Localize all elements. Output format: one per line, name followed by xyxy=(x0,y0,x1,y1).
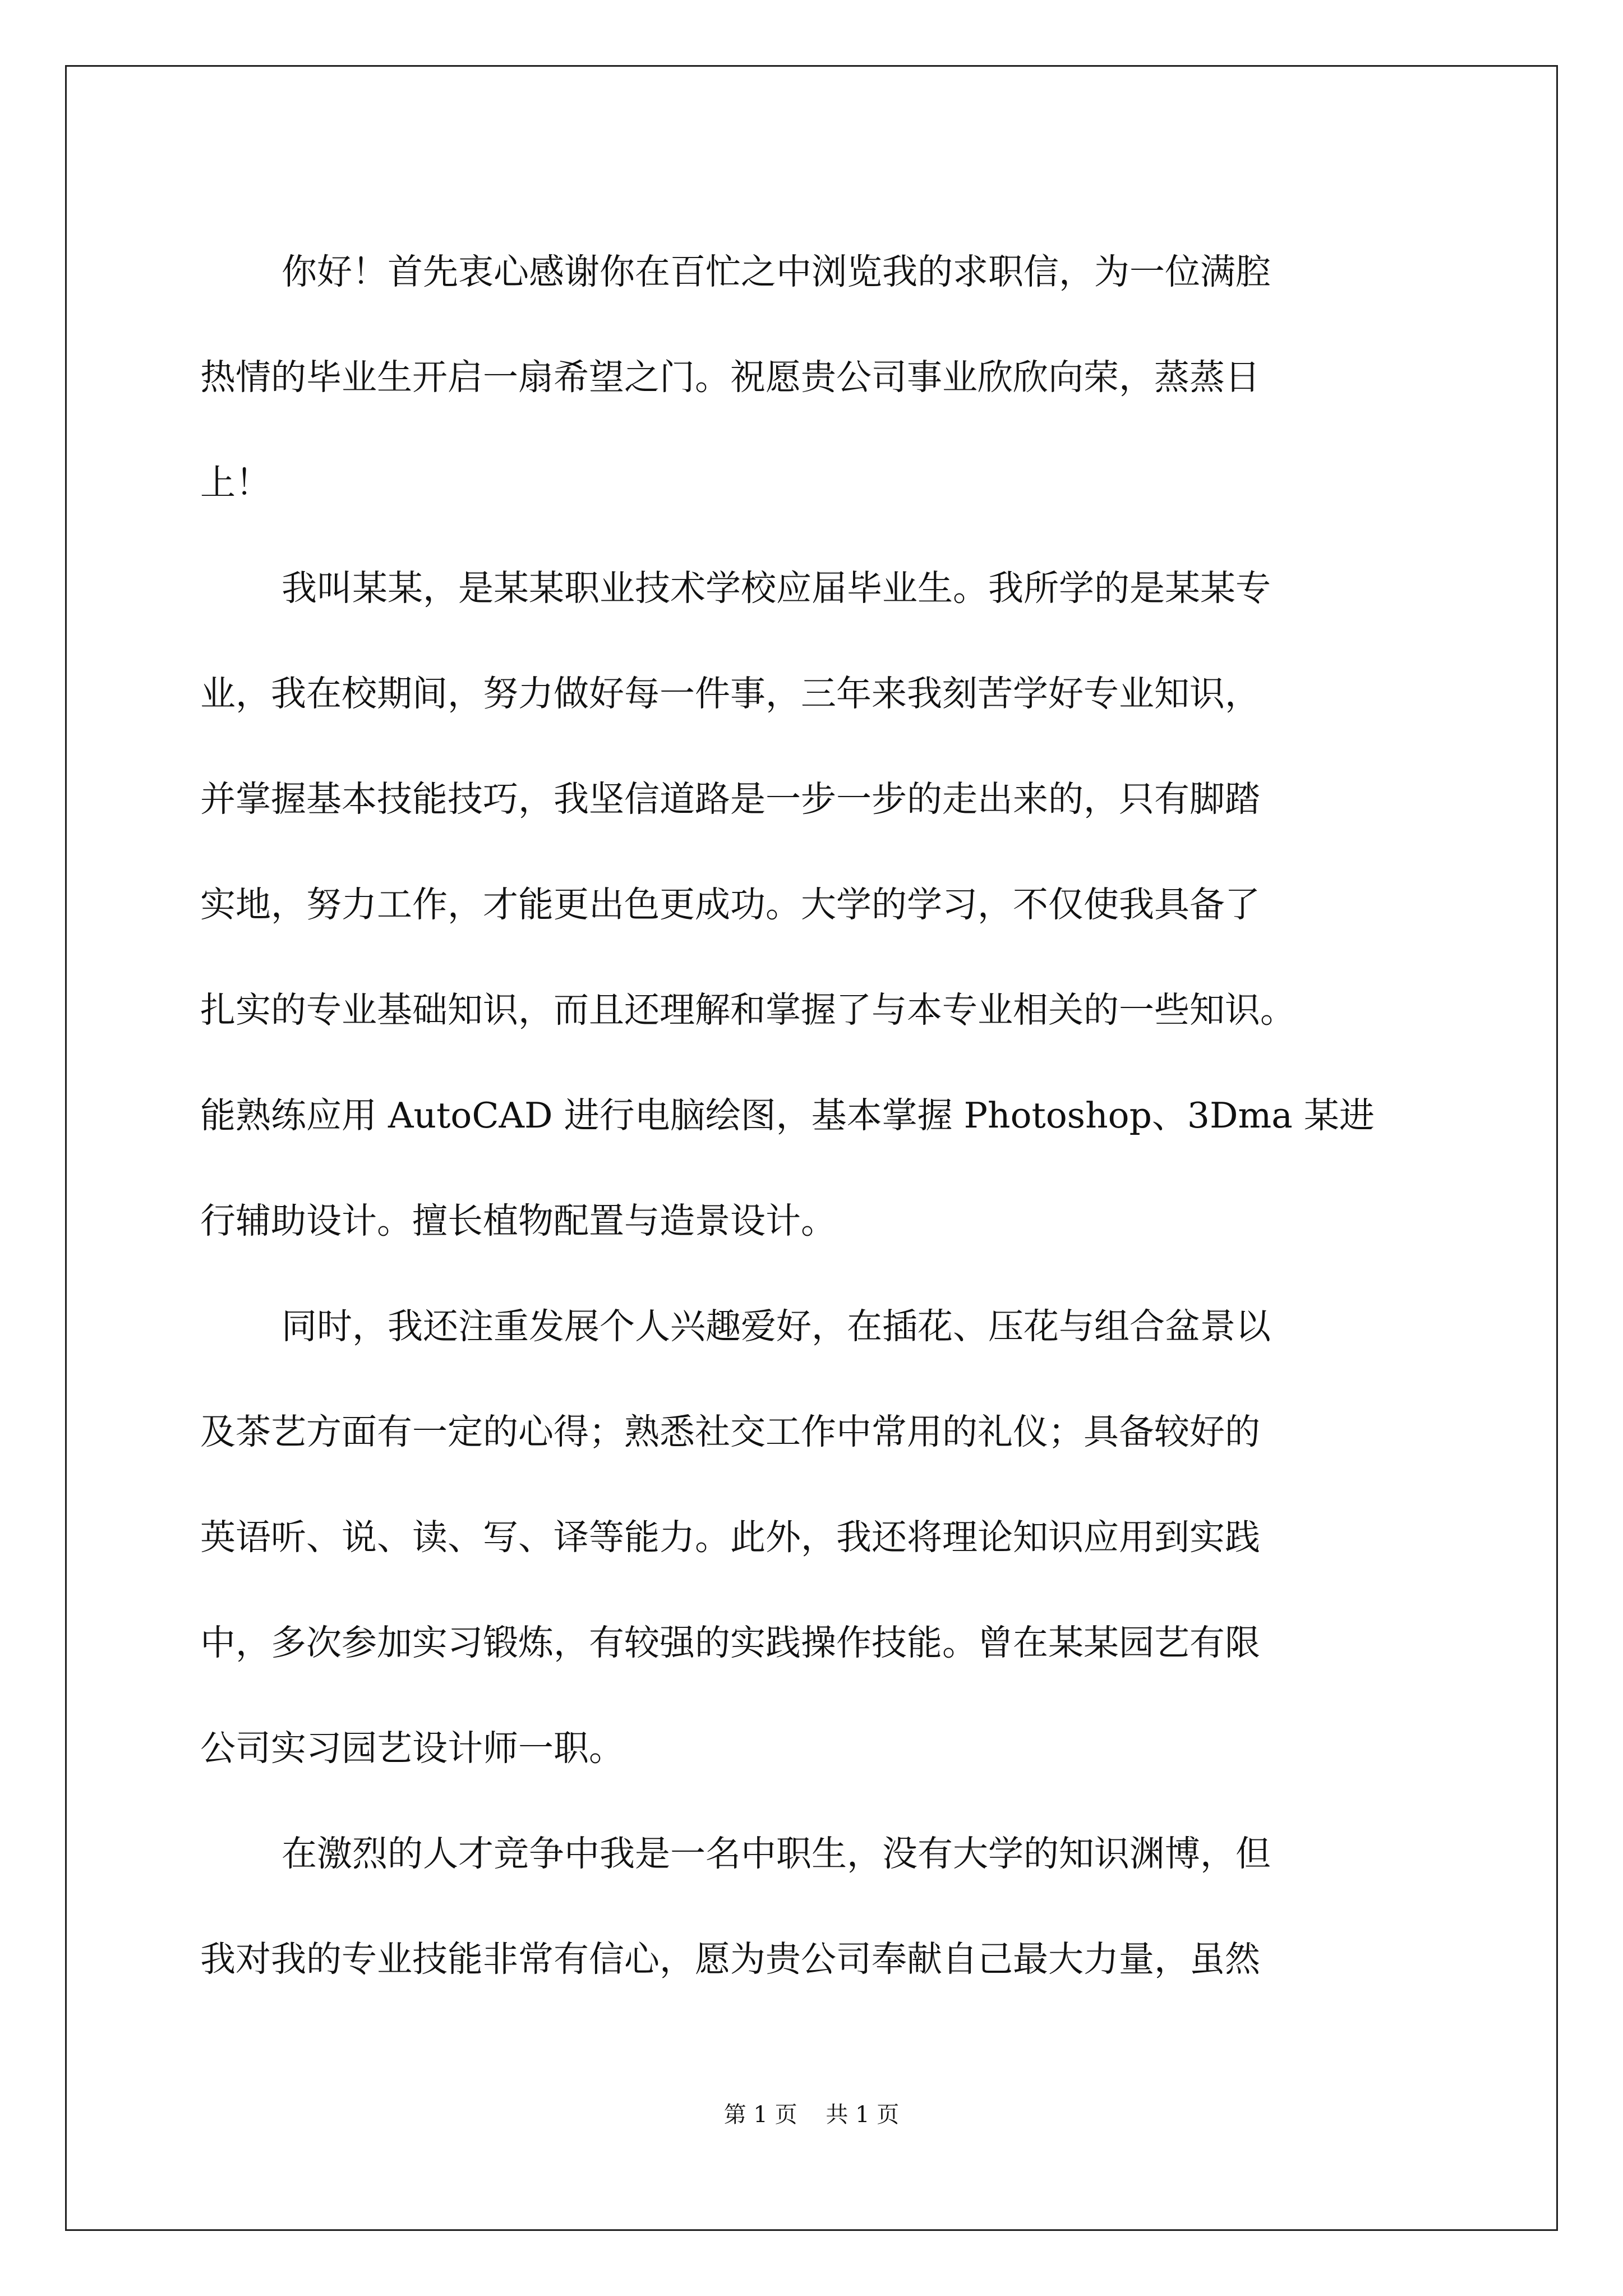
paragraph-line: 英语听、说、读、写、译等能力。此外，我还将理论知识应用到实践 xyxy=(200,1517,1260,1558)
paragraph-line: 你好！首先衷心感谢你在百忙之中浏览我的求职信，为一位满腔 xyxy=(282,251,1271,292)
paragraph-line: 及茶艺方面有一定的心得；熟悉社交工作中常用的礼仪；具备较好的 xyxy=(200,1411,1260,1452)
paragraph-line: 行辅助设计。擅长植物配置与造景设计。 xyxy=(200,1200,836,1241)
paragraph-line: 中，多次参加实习锻炼，有较强的实践操作技能。曾在某某园艺有限 xyxy=(200,1622,1260,1663)
page-number: 第 1 页 共 1 页 xyxy=(723,2102,900,2128)
paragraph-line: 扎实的专业基础知识，而且还理解和掌握了与本专业相关的一些知识。 xyxy=(200,990,1295,1030)
letter-body xyxy=(200,219,1434,2012)
paragraph-line: 业，我在校期间，努力做好每一件事，三年来我刻苦学好专业知识， xyxy=(200,673,1260,714)
paragraph-line: 并掌握基本技能技巧，我坚信道路是一步一步的走出来的，只有脚踏 xyxy=(200,779,1260,820)
paragraph-line: 公司实习园艺设计师一职。 xyxy=(200,1728,624,1769)
paragraph-line: 我对我的专业技能非常有信心，愿为贵公司奉献自己最大力量，虽然 xyxy=(200,1939,1260,1980)
paragraph-line: 能熟练应用 AutoCAD 进行电脑绘图，基本掌握 Photoshop、3Dma 某进 xyxy=(200,1095,1375,1136)
paragraph-line: 在激烈的人才竞争中我是一名中职生，没有大学的知识渊博，但 xyxy=(282,1833,1271,1874)
paragraph-line: 热情的毕业生开启一扇希望之门。祝愿贵公司事业欣欣向荣，蒸蒸日 xyxy=(200,357,1260,398)
paragraph-line: 上！ xyxy=(200,462,271,503)
paragraph-line: 同时，我还注重发展个人兴趣爱好，在插花、压花与组合盆景以 xyxy=(282,1306,1271,1347)
paragraph-line: 实地，努力工作，才能更出色更成功。大学的学习，不仅使我具备了 xyxy=(200,884,1260,925)
paragraph-line: 我叫某某，是某某职业技术学校应届毕业生。我所学的是某某专 xyxy=(282,568,1271,609)
